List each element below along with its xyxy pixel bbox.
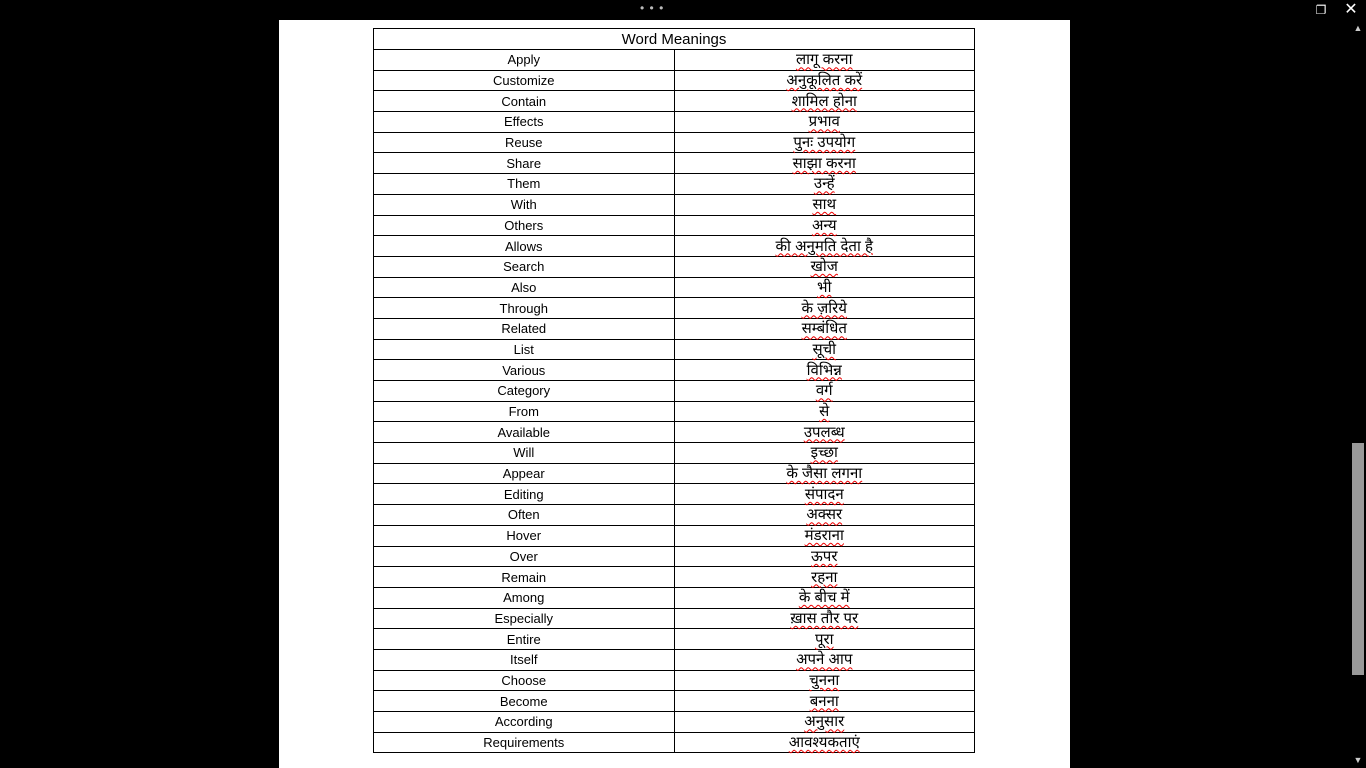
- hindi-meaning-text: पुनः उपयोग: [793, 134, 856, 152]
- hindi-meaning-text: अनुकूलित करें: [786, 72, 863, 90]
- hindi-meaning-text: ख़ास तौर पर: [790, 609, 859, 627]
- hindi-meaning: [674, 194, 975, 215]
- english-word: Will: [374, 443, 675, 464]
- hindi-meaning-text: साझा करना: [792, 154, 856, 172]
- document-page: [279, 20, 1070, 768]
- hindi-meaning-text: भी: [817, 278, 832, 296]
- english-word: Over: [374, 546, 675, 567]
- english-word: Category: [374, 381, 675, 402]
- title-bar: [0, 0, 1366, 20]
- table-title: Word Meanings: [374, 29, 975, 50]
- english-word: Appear: [374, 463, 675, 484]
- scrollbar-thumb[interactable]: [1352, 443, 1364, 675]
- hindi-meaning: [674, 256, 975, 277]
- hindi-meaning: [674, 112, 975, 133]
- english-word: Share: [374, 153, 675, 174]
- table-row: [374, 401, 975, 422]
- restore-icon[interactable]: ❐: [1315, 3, 1327, 17]
- table-row: [374, 70, 975, 91]
- table-row: [374, 91, 975, 112]
- hindi-meaning-text: साथ: [812, 196, 837, 214]
- hindi-meaning-text: के ज़रिये: [801, 299, 848, 317]
- hindi-meaning-text: पूरा: [814, 630, 834, 648]
- hindi-meaning: [674, 132, 975, 153]
- table-row: [374, 132, 975, 153]
- table-row: [374, 732, 975, 753]
- hindi-meaning-text: अनुसार: [804, 713, 845, 731]
- english-word: Entire: [374, 629, 675, 650]
- hindi-meaning-text: की अनुमति देता है: [775, 237, 873, 255]
- hindi-meaning: [674, 236, 975, 257]
- table-row: [374, 112, 975, 133]
- table-row: [374, 174, 975, 195]
- table-row: [374, 318, 975, 339]
- hindi-meaning-text: वर्ग: [815, 382, 833, 400]
- english-word: Hover: [374, 525, 675, 546]
- vertical-scrollbar[interactable]: [1350, 20, 1366, 768]
- table-row: [374, 567, 975, 588]
- english-word: Others: [374, 215, 675, 236]
- english-word: Among: [374, 587, 675, 608]
- hindi-meaning: [674, 629, 975, 650]
- english-word: Through: [374, 298, 675, 319]
- english-word: Become: [374, 691, 675, 712]
- hindi-meaning-text: प्रभाव: [808, 113, 840, 131]
- hindi-meaning-text: खोज: [810, 258, 838, 276]
- english-word: Contain: [374, 91, 675, 112]
- hindi-meaning: [674, 360, 975, 381]
- hindi-meaning: [674, 339, 975, 360]
- hindi-meaning: [674, 712, 975, 733]
- hindi-meaning-text: के जैसा लगना: [786, 465, 863, 483]
- hindi-meaning: [674, 649, 975, 670]
- english-word: Customize: [374, 70, 675, 91]
- english-word: Editing: [374, 484, 675, 505]
- hindi-meaning: [674, 277, 975, 298]
- hindi-meaning-text: अक्सर: [806, 506, 843, 524]
- table-row: [374, 236, 975, 257]
- hindi-meaning-text: इच्छा: [810, 444, 838, 462]
- table-row: [374, 50, 975, 71]
- table-row: [374, 256, 975, 277]
- table-row: [374, 629, 975, 650]
- hindi-meaning-text: चुनना: [809, 671, 840, 689]
- english-word: Choose: [374, 670, 675, 691]
- hindi-meaning: [674, 587, 975, 608]
- hindi-meaning-text: शामिल होना: [791, 92, 857, 110]
- english-word: Often: [374, 505, 675, 526]
- english-word: Remain: [374, 567, 675, 588]
- table-row: [374, 525, 975, 546]
- hindi-meaning-text: सम्बंधित: [801, 320, 847, 338]
- table-row: [374, 339, 975, 360]
- english-word: Related: [374, 318, 675, 339]
- english-word: Effects: [374, 112, 675, 133]
- hindi-meaning: [674, 91, 975, 112]
- table-row: [374, 153, 975, 174]
- table-row: [374, 463, 975, 484]
- table-row: [374, 277, 975, 298]
- hindi-meaning: [674, 50, 975, 71]
- table-row: [374, 546, 975, 567]
- english-word: With: [374, 194, 675, 215]
- hindi-meaning: [674, 153, 975, 174]
- english-word: Requirements: [374, 732, 675, 753]
- english-word: According: [374, 712, 675, 733]
- table-row: [374, 587, 975, 608]
- hindi-meaning-text: उपलब्ध: [803, 423, 845, 441]
- table-row: [374, 608, 975, 629]
- table-title-row: [374, 29, 975, 50]
- hindi-meaning: [674, 732, 975, 753]
- english-word: Allows: [374, 236, 675, 257]
- hindi-meaning-text: आवश्यकताएं: [788, 734, 860, 752]
- table-row: [374, 298, 975, 319]
- hindi-meaning-text: अपने आप: [796, 651, 853, 669]
- table-row: [374, 691, 975, 712]
- hindi-meaning: [674, 318, 975, 339]
- hindi-meaning: [674, 567, 975, 588]
- hindi-meaning: [674, 505, 975, 526]
- hindi-meaning-text: के बीच में: [798, 589, 850, 607]
- hindi-meaning: [674, 443, 975, 464]
- english-word: List: [374, 339, 675, 360]
- hindi-meaning-text: रहना: [811, 568, 838, 586]
- hindi-meaning-text: मंडराना: [804, 527, 844, 545]
- hindi-meaning-text: विभिन्न: [806, 361, 842, 379]
- english-word: Apply: [374, 50, 675, 71]
- table-row: [374, 215, 975, 236]
- english-word: Various: [374, 360, 675, 381]
- english-word: Reuse: [374, 132, 675, 153]
- word-meanings-table: [373, 28, 975, 753]
- hindi-meaning: [674, 298, 975, 319]
- scroll-down-icon[interactable]: ▼: [1353, 755, 1363, 765]
- hindi-meaning: [674, 608, 975, 629]
- table-row: [374, 649, 975, 670]
- hindi-meaning-text: बनना: [809, 692, 839, 710]
- hindi-meaning: [674, 70, 975, 91]
- hindi-meaning: [674, 691, 975, 712]
- table-row: [374, 381, 975, 402]
- scroll-up-icon[interactable]: ▲: [1353, 23, 1363, 33]
- english-word: Them: [374, 174, 675, 195]
- table-row: [374, 422, 975, 443]
- english-word: Especially: [374, 608, 675, 629]
- close-icon[interactable]: ✕: [1344, 1, 1358, 18]
- hindi-meaning: [674, 546, 975, 567]
- hindi-meaning: [674, 401, 975, 422]
- hindi-meaning-text: अन्य: [811, 216, 837, 234]
- hindi-meaning: [674, 381, 975, 402]
- hindi-meaning: [674, 215, 975, 236]
- table-row: [374, 194, 975, 215]
- hindi-meaning: [674, 463, 975, 484]
- english-word: Search: [374, 256, 675, 277]
- hindi-meaning-text: सूची: [812, 340, 837, 358]
- english-word: From: [374, 401, 675, 422]
- hindi-meaning-text: संपादन: [804, 485, 844, 503]
- table-row: [374, 443, 975, 464]
- hindi-meaning-text: से: [819, 403, 830, 421]
- hindi-meaning-text: उन्हें: [813, 175, 835, 193]
- table-row: [374, 670, 975, 691]
- english-word: Also: [374, 277, 675, 298]
- table-row: [374, 712, 975, 733]
- hindi-meaning: [674, 484, 975, 505]
- hindi-meaning: [674, 670, 975, 691]
- english-word: Available: [374, 422, 675, 443]
- table-row: [374, 505, 975, 526]
- table-row: [374, 360, 975, 381]
- ellipsis-icon[interactable]: • • •: [640, 1, 665, 15]
- table-row: [374, 484, 975, 505]
- hindi-meaning-text: ऊपर: [811, 547, 838, 565]
- hindi-meaning: [674, 525, 975, 546]
- english-word: Itself: [374, 649, 675, 670]
- hindi-meaning: [674, 422, 975, 443]
- hindi-meaning-text: लागू करना: [795, 51, 853, 69]
- hindi-meaning: [674, 174, 975, 195]
